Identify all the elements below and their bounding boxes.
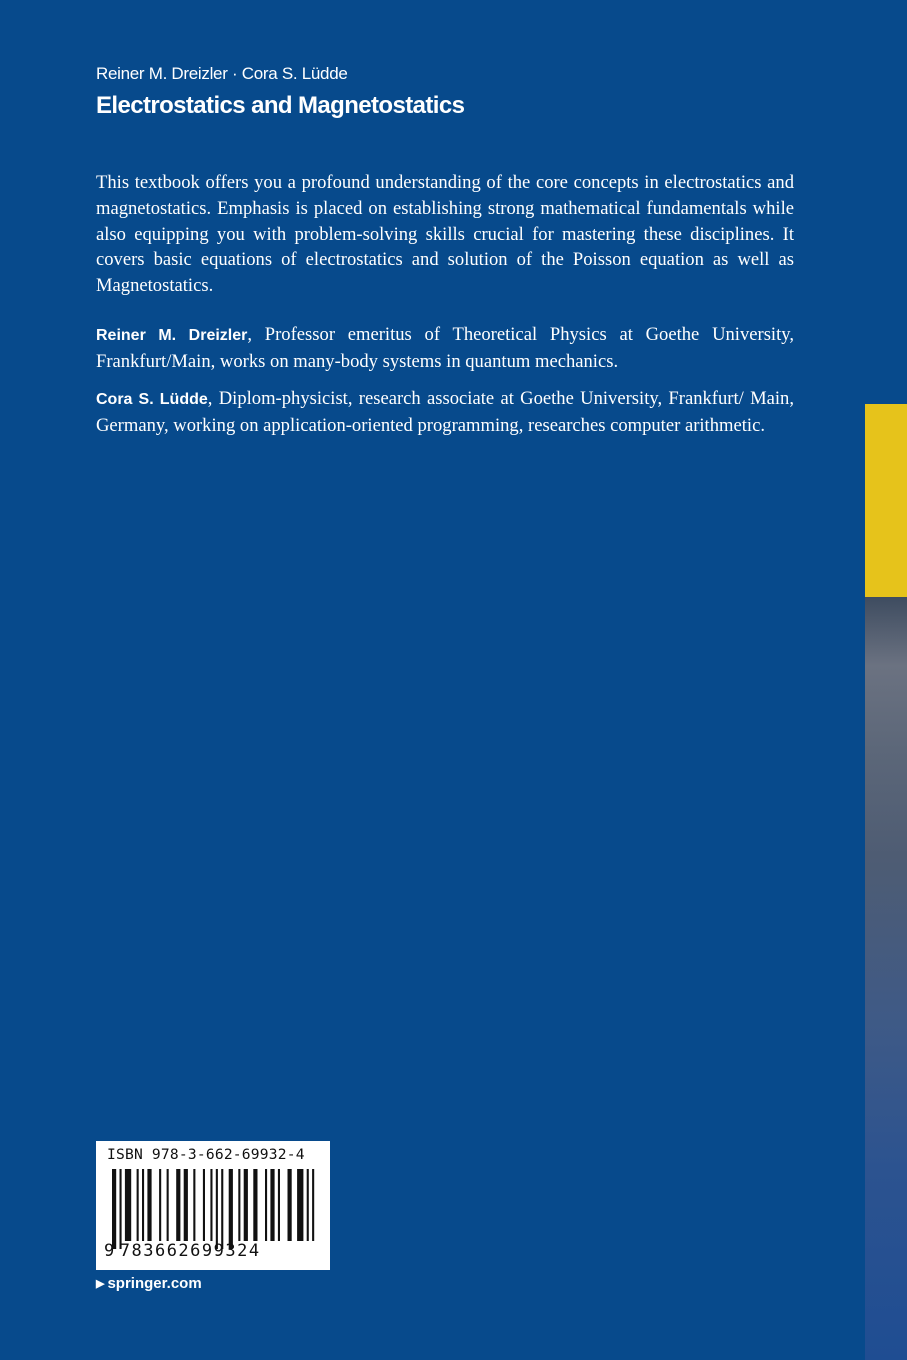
barcode-number: 783662699324: [119, 1241, 261, 1261]
barcode-lead-digit: 9: [104, 1241, 116, 1261]
barcode-bar: [203, 1169, 205, 1241]
author-line: Reiner M. Dreizler · Cora S. Lüdde: [96, 64, 348, 83]
barcode-bar: [176, 1169, 180, 1241]
author-bio-text: , Diplom-physicist, research associate at Goethe University, Frankfurt/ Main, Germany, working on application-oriented programming, researches computer arithmetic.: [96, 388, 794, 436]
barcode-bar: [307, 1169, 309, 1241]
barcode-bar: [112, 1169, 116, 1249]
barcode-bar: [312, 1169, 314, 1241]
barcode-bar: [297, 1169, 303, 1241]
barcode-digits: [104, 1241, 261, 1261]
spine-photo-strip: [865, 597, 907, 1360]
barcode-bar: [270, 1169, 274, 1241]
author-bio-text: , Professor emeritus of Theoretical Physics at Goethe University, Frankfurt/Main, works on many-body systems in quantum mechanics.: [96, 324, 795, 372]
barcode-bar: [216, 1169, 218, 1249]
isbn-label: ISBN 978-3-662-69932-4: [107, 1146, 305, 1163]
barcode-bar: [120, 1169, 122, 1249]
play-arrow-icon: ▶: [96, 1278, 105, 1290]
barcode-bar: [238, 1169, 240, 1241]
author-bio-name: Cora S. Lüdde: [96, 391, 208, 408]
author-bio-dreizler: [96, 322, 794, 375]
barcode-bar: [278, 1169, 280, 1241]
author-bio-luedde: [96, 386, 794, 439]
barcode-bar: [210, 1169, 212, 1241]
publisher-site-label: springer.com: [107, 1275, 202, 1292]
barcode-bar: [125, 1169, 131, 1241]
barcode-bar: [159, 1169, 161, 1241]
isbn-barcode: [96, 1141, 330, 1270]
barcode-bar: [184, 1169, 188, 1241]
book-title: Electrostatics and Magnetostatics: [96, 92, 465, 119]
book-description: This textbook offers you a profound understanding of the core concepts in electrostatics and magnetostatics. Emphasis is placed on establishing strong mathematical fundamentals while also equipping you with problem-solving skills crucial for mastering these disciplines. It covers basic equations of electrostatics and solution of the Poisson equation as well as Magnetostatics.: [96, 172, 794, 297]
barcode-bar: [253, 1169, 257, 1241]
barcode-bar: [221, 1169, 223, 1249]
barcode-bar: [244, 1169, 248, 1241]
barcode-bar: [193, 1169, 195, 1241]
spine-accent-stripe: [865, 404, 907, 597]
barcode-bar: [265, 1169, 267, 1241]
barcode-bar: [142, 1169, 144, 1241]
barcode-bar: [147, 1169, 151, 1241]
barcode-bar: [167, 1169, 169, 1241]
author-bio-name: Reiner M. Dreizler: [96, 327, 248, 344]
barcode-bar: [137, 1169, 139, 1241]
publisher-website[interactable]: [96, 1275, 202, 1292]
barcode-bar: [229, 1169, 233, 1249]
barcode-bar: [288, 1169, 292, 1241]
